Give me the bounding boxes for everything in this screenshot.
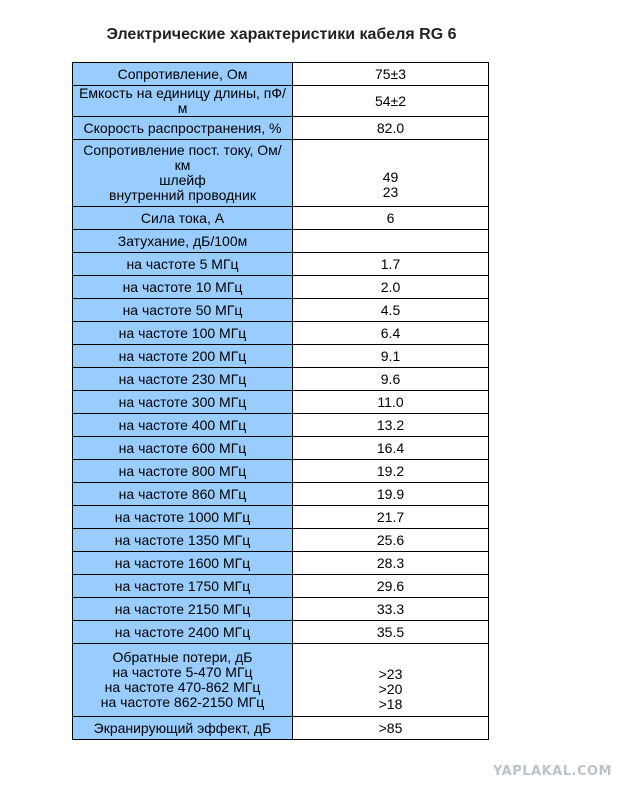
value-label: 28.3	[376, 554, 405, 571]
parameter-label: Сопротивление, Ом	[117, 65, 248, 82]
parameter-cell	[73, 207, 293, 230]
parameter-cell	[73, 117, 293, 140]
value-cell	[293, 86, 489, 117]
parameter-label: Затухание, дБ/100м	[117, 232, 248, 249]
parameter-cell	[73, 63, 293, 86]
parameter-cell	[73, 621, 293, 644]
value-cell	[293, 322, 489, 345]
value-cell	[293, 253, 489, 276]
value-cell	[293, 644, 489, 717]
value-label: 29.6	[376, 577, 405, 594]
value-cell	[293, 529, 489, 552]
parameter-cell	[73, 644, 293, 717]
parameter-cell	[73, 299, 293, 322]
value-label: 23	[382, 184, 399, 200]
table-row	[73, 575, 489, 598]
specs-table	[72, 62, 489, 740]
parameter-cell	[73, 276, 293, 299]
table-row	[73, 437, 489, 460]
parameter-label: на частоте 600 МГц	[118, 439, 247, 456]
value-cell	[293, 63, 489, 86]
specs-table-body	[73, 63, 489, 740]
value-label: 9.1	[380, 347, 401, 364]
value-label: 16.4	[376, 439, 405, 456]
page-title: Электрические характеристики кабеля RG 6	[106, 26, 457, 43]
table-row	[73, 414, 489, 437]
table-row	[73, 621, 489, 644]
value-label: 19.2	[376, 462, 405, 479]
table-row	[73, 717, 489, 740]
value-label: 82.0	[376, 119, 405, 136]
parameter-label: на частоте 50 МГц	[122, 301, 243, 318]
table-row	[73, 276, 489, 299]
table-row	[73, 140, 489, 207]
parameter-cell	[73, 575, 293, 598]
value-cell	[293, 437, 489, 460]
parameter-cell	[73, 391, 293, 414]
table-row	[73, 86, 489, 117]
table-row	[73, 506, 489, 529]
value-label: >20	[378, 681, 403, 697]
parameter-label: на частоте 2400 МГц	[114, 623, 251, 640]
parameter-label: на частоте 230 МГц	[118, 370, 247, 387]
table-row	[73, 460, 489, 483]
parameter-cell	[73, 86, 293, 117]
parameter-cell	[73, 483, 293, 506]
watermark-logo: YAPLAKAL.COM	[493, 764, 612, 779]
parameter-label: Сила тока, А	[140, 209, 225, 226]
parameter-cell	[73, 506, 293, 529]
parameter-label: на частоте 2150 МГц	[114, 600, 251, 617]
parameter-label: на частоте 200 МГц	[118, 347, 247, 364]
parameter-label: Емкость на единицу длины, пФ/м	[79, 85, 286, 116]
value-cell	[293, 552, 489, 575]
table-row	[73, 230, 489, 253]
value-label: 2.0	[380, 278, 401, 295]
table-row	[73, 598, 489, 621]
parameter-cell	[73, 460, 293, 483]
parameter-cell	[73, 322, 293, 345]
table-row	[73, 529, 489, 552]
parameter-cell	[73, 437, 293, 460]
value-cell	[293, 299, 489, 322]
value-cell	[293, 345, 489, 368]
parameter-label: на частоте 860 МГц	[118, 485, 247, 502]
value-label: 49	[382, 169, 399, 185]
table-row	[73, 117, 489, 140]
parameter-cell	[73, 140, 293, 207]
value-label: 1.7	[380, 255, 401, 272]
parameter-label: на частоте 1000 МГц	[114, 508, 251, 525]
value-label: >85	[378, 719, 403, 736]
parameter-label: на частоте 1750 МГц	[114, 577, 251, 594]
value-label: 35.5	[376, 623, 405, 640]
parameter-cell	[73, 529, 293, 552]
value-cell	[293, 140, 489, 207]
parameter-label: внутренний проводник	[109, 187, 256, 203]
parameter-label: на частоте 470-862 МГц	[104, 679, 261, 695]
parameter-cell	[73, 230, 293, 253]
parameter-cell	[73, 253, 293, 276]
table-row	[73, 391, 489, 414]
parameter-cell	[73, 345, 293, 368]
parameter-cell	[73, 414, 293, 437]
value-label: 6	[386, 209, 395, 226]
value-label: 6.4	[380, 324, 401, 341]
parameter-label: на частоте 1600 МГц	[114, 554, 251, 571]
value-cell	[293, 598, 489, 621]
table-row	[73, 299, 489, 322]
parameter-label: на частоте 300 МГц	[118, 393, 247, 410]
value-cell	[293, 276, 489, 299]
parameter-label: Экранирующий эффект, дБ	[93, 719, 272, 736]
parameter-label: на частоте 100 МГц	[118, 324, 247, 341]
value-label: 4.5	[380, 301, 401, 318]
value-label: 54±2	[374, 92, 407, 109]
value-cell	[293, 621, 489, 644]
value-label: 21.7	[376, 508, 405, 525]
parameter-label: Обратные потери, дБ	[112, 649, 253, 665]
value-label: 9.6	[380, 370, 401, 387]
table-row	[73, 345, 489, 368]
table-row	[73, 63, 489, 86]
value-label: 13.2	[376, 416, 405, 433]
parameter-label: на частоте 400 МГц	[118, 416, 247, 433]
value-label: >23	[378, 666, 403, 682]
table-row	[73, 483, 489, 506]
value-cell	[293, 414, 489, 437]
parameter-label: Скорость распространения, %	[83, 119, 282, 136]
parameter-label: шлейф	[159, 172, 206, 188]
value-label: 25.6	[376, 531, 405, 548]
value-label: >18	[378, 696, 403, 712]
value-label: 33.3	[376, 600, 405, 617]
value-cell	[293, 117, 489, 140]
table-row	[73, 552, 489, 575]
parameter-label: на частоте 1350 МГц	[114, 531, 251, 548]
value-cell	[293, 368, 489, 391]
parameter-cell	[73, 717, 293, 740]
parameter-label: на частоте 862-2150 МГц	[100, 694, 265, 710]
table-row	[73, 207, 489, 230]
value-cell	[293, 230, 489, 253]
parameter-label: на частоте 800 МГц	[118, 462, 247, 479]
parameter-label: на частоте 5 МГц	[126, 255, 239, 272]
parameter-cell	[73, 552, 293, 575]
parameter-label: Сопротивление пост. току, Ом/км	[83, 142, 282, 173]
value-cell	[293, 483, 489, 506]
parameter-cell	[73, 368, 293, 391]
parameter-label: на частоте 5-470 МГц	[112, 664, 253, 680]
value-label: 19.9	[376, 485, 405, 502]
table-row	[73, 322, 489, 345]
table-row	[73, 253, 489, 276]
value-cell	[293, 460, 489, 483]
value-label: 75±3	[374, 65, 407, 82]
table-row	[73, 644, 489, 717]
value-label: 11.0	[377, 393, 404, 410]
value-cell	[293, 391, 489, 414]
value-cell	[293, 575, 489, 598]
parameter-cell	[73, 598, 293, 621]
table-row	[73, 368, 489, 391]
parameter-label: на частоте 10 МГц	[122, 278, 243, 295]
value-cell	[293, 207, 489, 230]
value-cell	[293, 506, 489, 529]
value-cell	[293, 717, 489, 740]
